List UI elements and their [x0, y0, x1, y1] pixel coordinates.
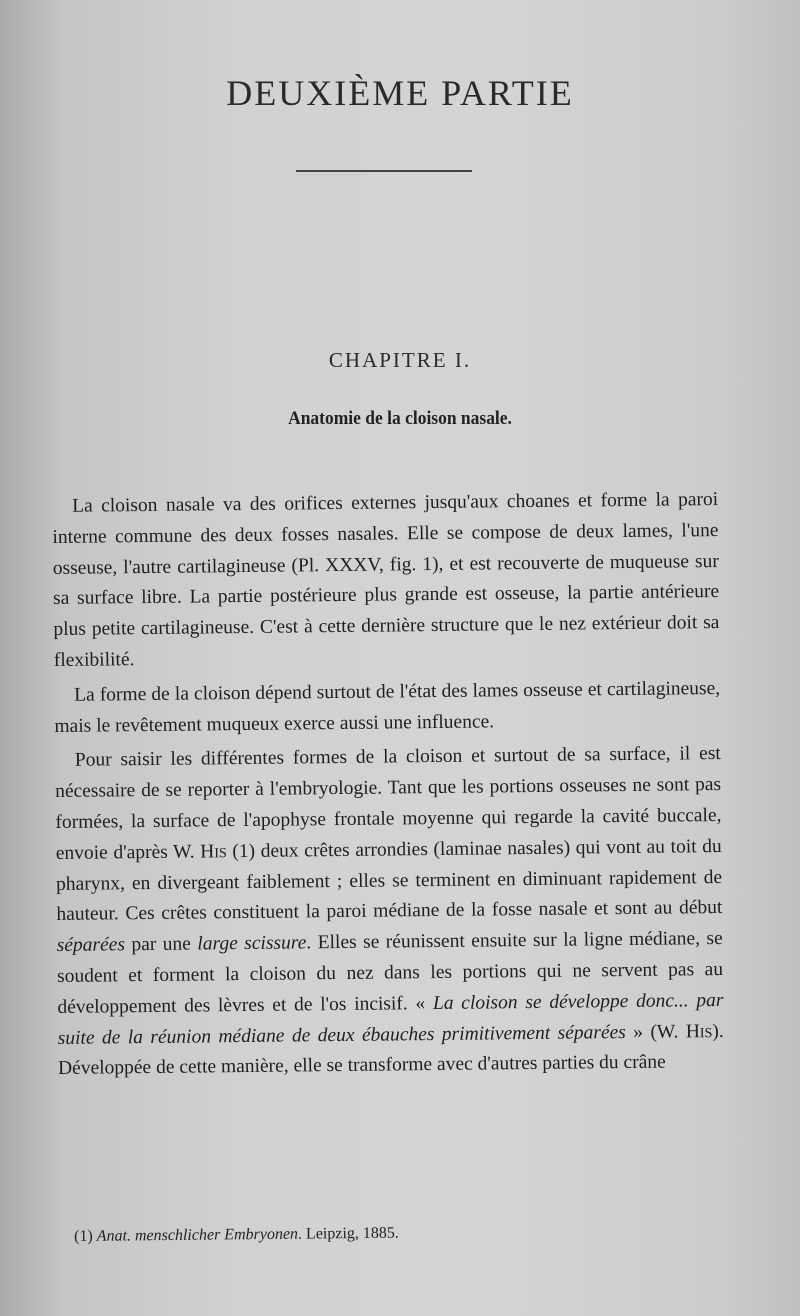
emphasis-separees: séparées [56, 934, 126, 957]
author-name: His [685, 1020, 713, 1042]
body-text [52, 485, 724, 1085]
paragraph-3-text-f: ). Développée de cette manière, elle se transforme avec d'autres parties du crâne [57, 1020, 724, 1080]
quotation: La cloison se développe donc... par suite de la réunion médiane de deux ébauches primitivement séparées [57, 989, 724, 1049]
section-title: Anatomie de la cloison nasale. [288, 408, 512, 429]
title-rule [296, 170, 472, 172]
paragraph-1: La cloison nasale va des orifices externes jusqu'aux choanes et forme la paroi interne commune des deux fosses nasales. Elle se compose de deux lames, l'une osseuse, l'autre cartilagineuse (Pl. XXXV, fig. 1), et est recouverte de muqueuse sur sa surface libre. La partie postérieure plus grande est osseuse, la partie antérieure plus petite cartilagineuse. C'est à cette dernière structure que le nez extérieur doit sa flexibilité. [52, 489, 720, 671]
emphasis-large-scissure: large scissure [197, 932, 307, 955]
part-title: DEUXIÈME PARTIE [226, 73, 574, 113]
footnote [74, 1221, 714, 1246]
paragraph-2: La forme de la cloison dépend surtout de l'état des lames osseuse et cartilagineuse, mais le revêtement muqueux exerce aussi une influence. [54, 677, 721, 737]
footnote-title: Anat. menschlicher Embryonen [96, 1225, 299, 1245]
author-name: His [200, 840, 227, 863]
paragraph-3-text-d: . Elles se réunissent ensuite sur la ligne médiane, se soudent et forment la cloison du nez dans les portions qui ne servent pas au développement des lèvres et de l'os incisif. « [56, 928, 724, 1018]
chapter-heading: CHAPITRE I. [328, 348, 472, 372]
paragraph-3-text-e: » (W. [625, 1020, 686, 1043]
footnote-rest: . Leipzig, 1885. [297, 1224, 399, 1243]
footnote-marker: (1) [74, 1227, 97, 1245]
paragraph-3-text-c: par une [124, 933, 198, 956]
paragraph-3 [55, 739, 725, 1085]
paragraph-3-text-a: Pour saisir les différentes formes de la cloison et surtout de sa surface, il est nécessaire de se reporter à l'embryologie. Tant que les portions osseuses ne sont pas formées, la surface de l'apophyse frontale moyenne qui regarde la cavité buccale, envoie d'après W. [55, 743, 722, 864]
paragraph-3-text-b: (1) deux crêtes arrondies (laminae nasales) qui vont au toit du pharynx, en divergeant faiblement ; elles se terminent en diminuant rapidement de hauteur. Ces crêtes constituent la paroi médiane de la fosse nasale et sont au début [55, 835, 723, 926]
